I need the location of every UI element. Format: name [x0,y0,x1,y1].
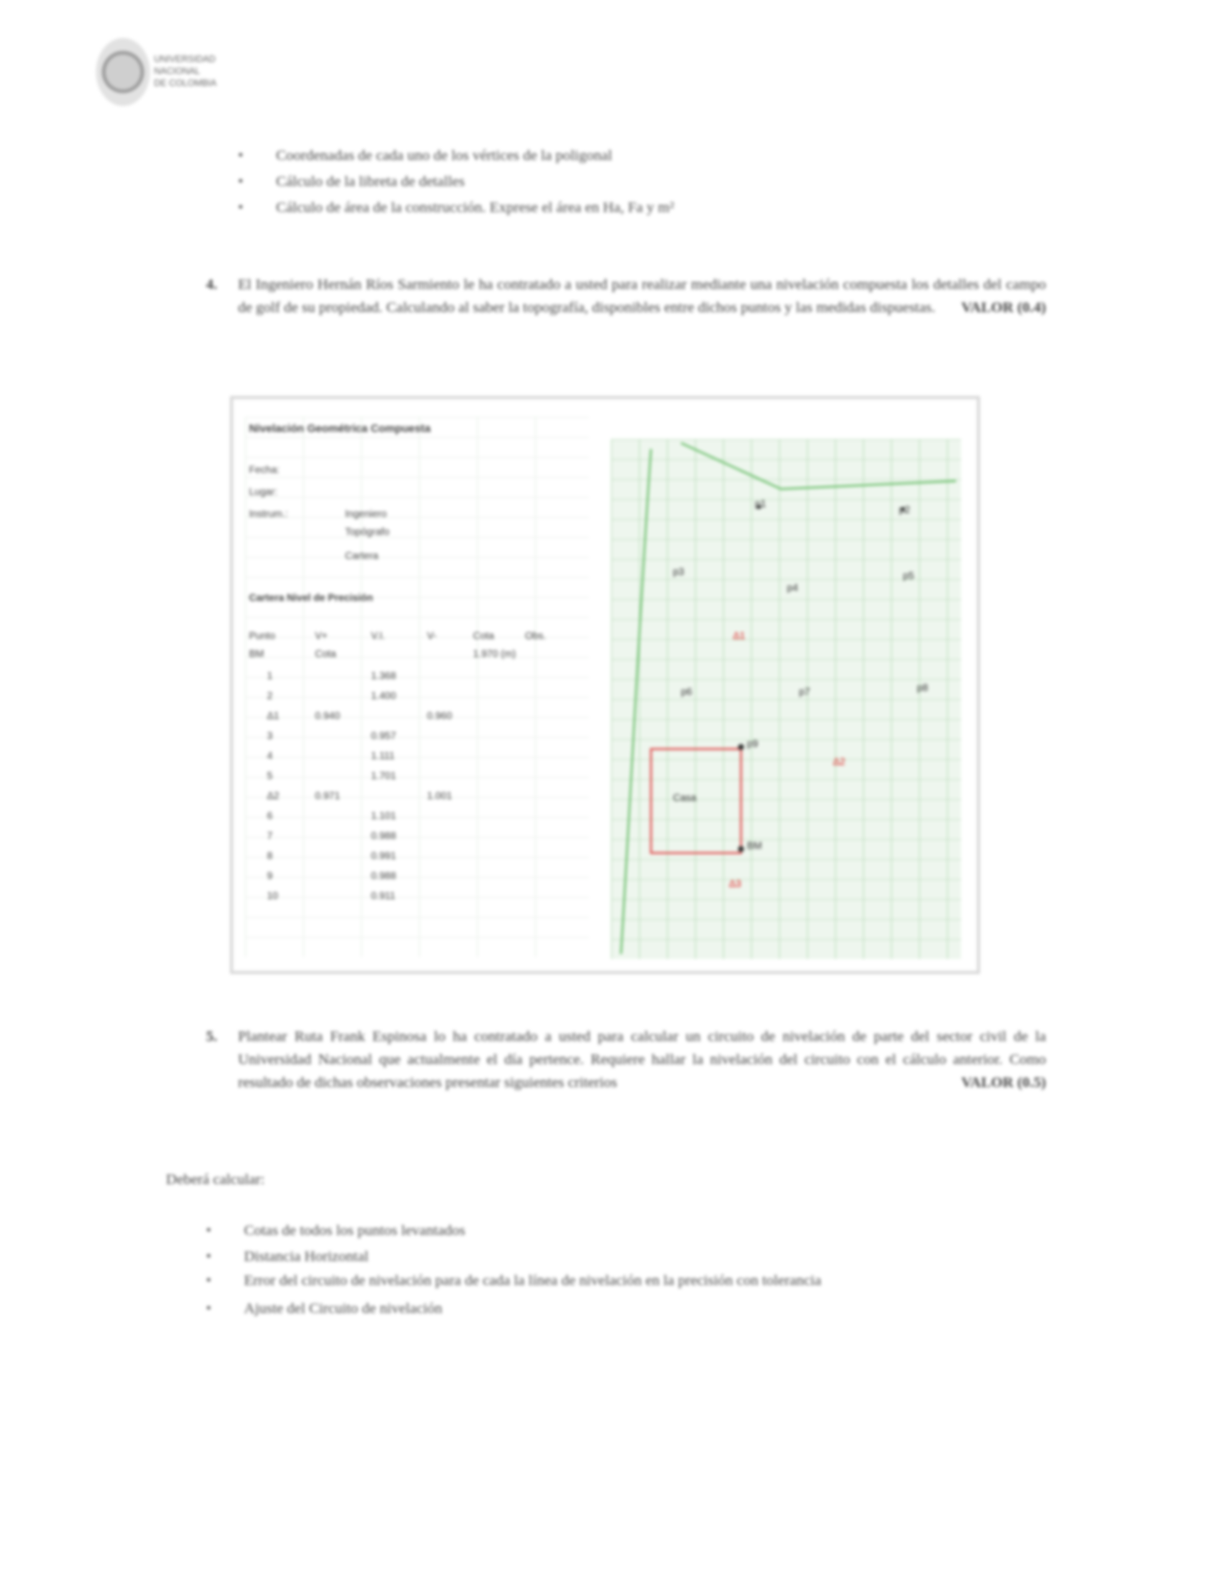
table-cell: 8 [267,851,273,862]
table-header: V.I. [371,631,386,642]
table-cell: 1 [267,671,273,682]
list-item: • Cálculo de la libreta de detalles [238,169,958,195]
table-cell: 9 [267,871,273,882]
table-subheader: BM [249,649,264,660]
seal-icon [96,38,150,106]
table-cell: 1.701 [371,771,397,782]
station-label: Δ3 [729,879,742,890]
table-cell: Δ2 [267,791,280,802]
boundary-line [621,449,651,954]
list-item: • Ajuste del Circuito de nivelación [206,1296,1006,1322]
table-cell: 0.971 [315,791,341,802]
table-cell: 0.988 [371,871,397,882]
logo-line: NACIONAL [154,66,201,76]
table-cell: 1.400 [371,691,397,702]
list-item: • Cálculo de área de la construcción. Exprese el área en Ha, Fa y m² [238,195,958,221]
university-logo [92,32,262,114]
leveling-figure [230,396,980,974]
point-label: p7 [799,687,811,698]
table-cell: 1.368 [371,671,397,682]
field-book-sheet [245,417,589,957]
station-label: Δ1 [733,631,746,642]
table-cell: 7 [267,831,273,842]
table-header: Punto [249,631,276,642]
requirements-list [238,143,958,221]
table-cell: 3 [267,731,273,742]
table-cell: 0.988 [371,831,397,842]
point-label: p3 [673,567,685,578]
table-header: Cota [473,631,495,642]
sheet-title: Nivelación Geométrica Compuesta [249,423,431,435]
list-item: • Error del circuito de nivelación para de cada la línea de nivelación en la precisión con tolerancia [206,1270,1006,1292]
table-header: V- [427,631,437,642]
table-cell: 0.991 [371,851,397,862]
list-item: • Coordenadas de cada uno de los vértices de la poligonal [238,143,958,169]
exercise-value: VALOR (0.4) [961,300,1046,316]
point-label: p1 [755,499,767,510]
exercise-4 [206,274,1046,320]
deliverables-list [206,1218,1006,1322]
point-label: p4 [787,583,799,594]
point-label: p5 [903,571,915,582]
point-label: p2 [899,505,911,516]
station-label: Δ2 [833,757,846,768]
boundary-line [681,443,956,489]
plan-drawing [611,439,961,959]
table-cell: 2 [267,691,273,702]
sheet-field-value: Cartera [345,551,379,562]
point-label: p9 [747,739,759,750]
table-cell: 1.001 [427,791,453,802]
table-cell: 0.960 [427,711,453,722]
list-item: • Distancia Horizontal [206,1244,1006,1270]
sheet-field-value: Ingeniero [345,509,387,520]
table-subheader: 1.970 (m) [473,649,516,660]
site-plan [611,439,961,959]
sheet-field: Lugar: [249,487,278,498]
table-cell: 0.940 [315,711,341,722]
table-cell: 1.111 [371,751,395,762]
exercise-number: 5. [206,1029,218,1045]
table-cell: 0.911 [371,891,396,902]
point-label: p6 [681,687,693,698]
point-marker [738,846,744,852]
exercise-value: VALOR (0.5) [961,1075,1046,1091]
table-cell: 6 [267,811,273,822]
sheet-field: Fecha: [249,465,280,476]
section-heading: Deberá calcular: [166,1172,265,1188]
table-cell: 1.101 [371,811,397,822]
table-header: Obs. [525,631,547,642]
exercise-text: Plantear Ruta Frank Espinosa lo ha contratado a usted para calcular un circuito de nivelación de parte del sector civil de la Universidad Nacional que actualmente el día pertence. Requiere hallar la nivelación del circuito con el cálculo anterior. Como resultado de dichas observaciones presentar siguientes criterios [238,1029,1046,1091]
house-label: Casa [673,793,697,804]
sheet-field-value: Topógrafo [345,527,390,538]
point-label: BM [747,841,762,852]
sheet-field: Instrum.: [249,509,288,520]
sheet-section: Cartera Nivel de Precisión [249,593,373,604]
table-header: V+ [315,631,328,642]
table-cell: Δ1 [267,711,280,722]
table-cell: 5 [267,771,273,782]
logo-line: UNIVERSIDAD [154,54,216,64]
table-cell: 0.957 [371,731,397,742]
logo-line: DE COLOMBIA [154,78,217,88]
point-label: p8 [917,683,929,694]
exercise-text: El Ingeniero Hernán Ríos Sarmiento le ha contratado a usted para realizar mediante una nivelación compuesta los detalles del campo de golf de su propiedad. Calculando al saber la topografía, disponibles entre dichos puntos y las medidas dispuestas. [238,277,1046,316]
exercise-number: 4. [206,277,218,293]
point-marker [738,744,744,750]
table-subheader: Cota [315,649,337,660]
table-cell: 10 [267,891,279,902]
exercise-5 [206,1026,1046,1095]
list-item: • Cotas de todos los puntos levantados [206,1218,1006,1244]
table-cell: 4 [267,751,273,762]
